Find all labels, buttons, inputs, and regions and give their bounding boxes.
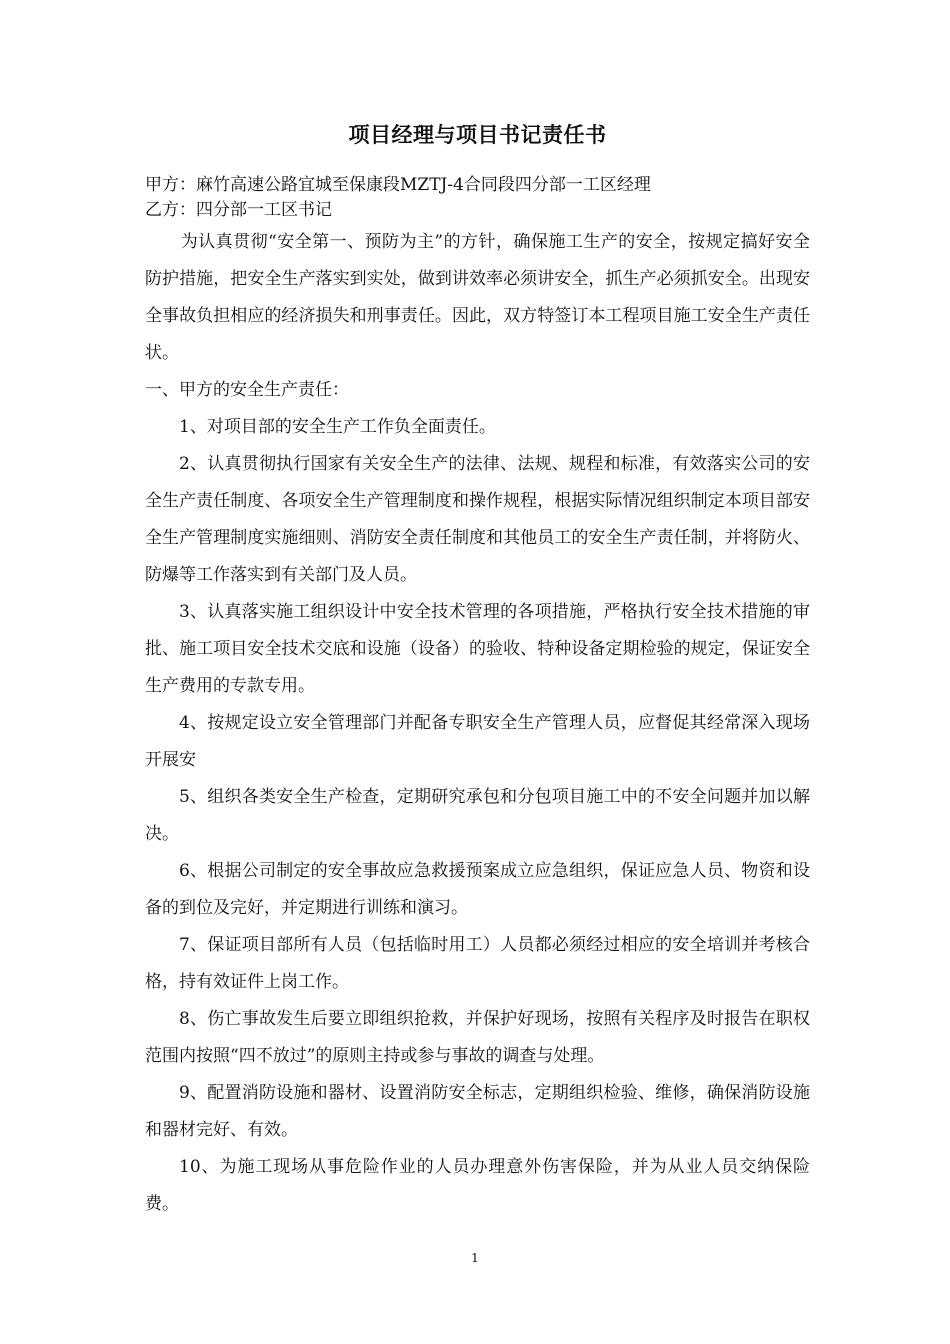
responsibility-item-2: 2、认真贯彻执行国家有关安全生产的法律、法规、规程和标准，有效落实公司的安全生产责任制度、各项安全生产管理制度和操作规程，根据实际情况组织制定本项目部安全生产管理制度实施细则、消防安全责任制度和其他员工的安全生产责任制，并将防火、防爆等工作落实到有关部门及人员。 — [145, 454, 810, 585]
responsibility-item-9: 9、配置消防设施和器材、设置消防安全标志，定期组织检验、维修，确保消防设施和器材完好、有效。 — [145, 1083, 810, 1140]
document-body — [145, 224, 810, 1223]
section-heading: 一、甲方的安全生产责任： — [145, 380, 349, 400]
responsibility-item-4: 4、按规定设立安全管理部门并配备专职安全生产管理人员，应督促其经常深入现场开展安 — [145, 713, 810, 770]
intro-paragraph: 为认真贯彻“安全第一、预防为主”的方针，确保施工生产的安全，按规定搞好安全防护措施，把安全生产落实到实处，做到讲效率必须讲安全，抓生产必须抓安全。出现安全事故负担相应的经济损失和刑事责任。因此，双方特签订本工程项目施工安全生产责任状。 — [145, 232, 810, 363]
responsibility-item-6: 6、根据公司制定的安全事故应急救援预案成立应急组织，保证应急人员、物资和设备的到位及完好，并定期进行训练和演习。 — [145, 861, 810, 918]
responsibility-item-7: 7、保证项目部所有人员（包括临时用工）人员都必须经过相应的安全培训并考核合格，持有效证件上岗工作。 — [145, 935, 810, 992]
party-b-line: 乙方：四分部一工区书记 — [145, 200, 332, 220]
party-a-line: 甲方：麻竹高速公路宜城至保康段MZTJ-4合同段四分部一工区经理 — [145, 175, 651, 195]
responsibility-item-1: 1、对项目部的安全生产工作负全面责任。 — [179, 417, 496, 437]
responsibility-item-10: 10、为施工现场从事危险作业的人员办理意外伤害保险，并为从业人员交纳保险费。 — [145, 1157, 810, 1214]
responsibility-item-5: 5、组织各类安全生产检查，定期研究承包和分包项目施工中的不安全问题并加以解决。 — [145, 787, 810, 844]
page-number: 1 — [471, 1251, 479, 1265]
document-title: 项目经理与项目书记责任书 — [348, 122, 607, 147]
responsibility-item-3: 3、认真落实施工组织设计中安全技术管理的各项措施，严格执行安全技术措施的审批、施工项目安全技术交底和设施（设备）的验收、特种设备定期检验的规定，保证安全生产费用的专款专用。 — [145, 602, 810, 696]
responsibility-item-8: 8、伤亡事故发生后要立即组织抢救，并保护好现场，按照有关程序及时报告在职权范围内按照“四不放过”的原则主持或参与事故的调查与处理。 — [145, 1009, 810, 1066]
